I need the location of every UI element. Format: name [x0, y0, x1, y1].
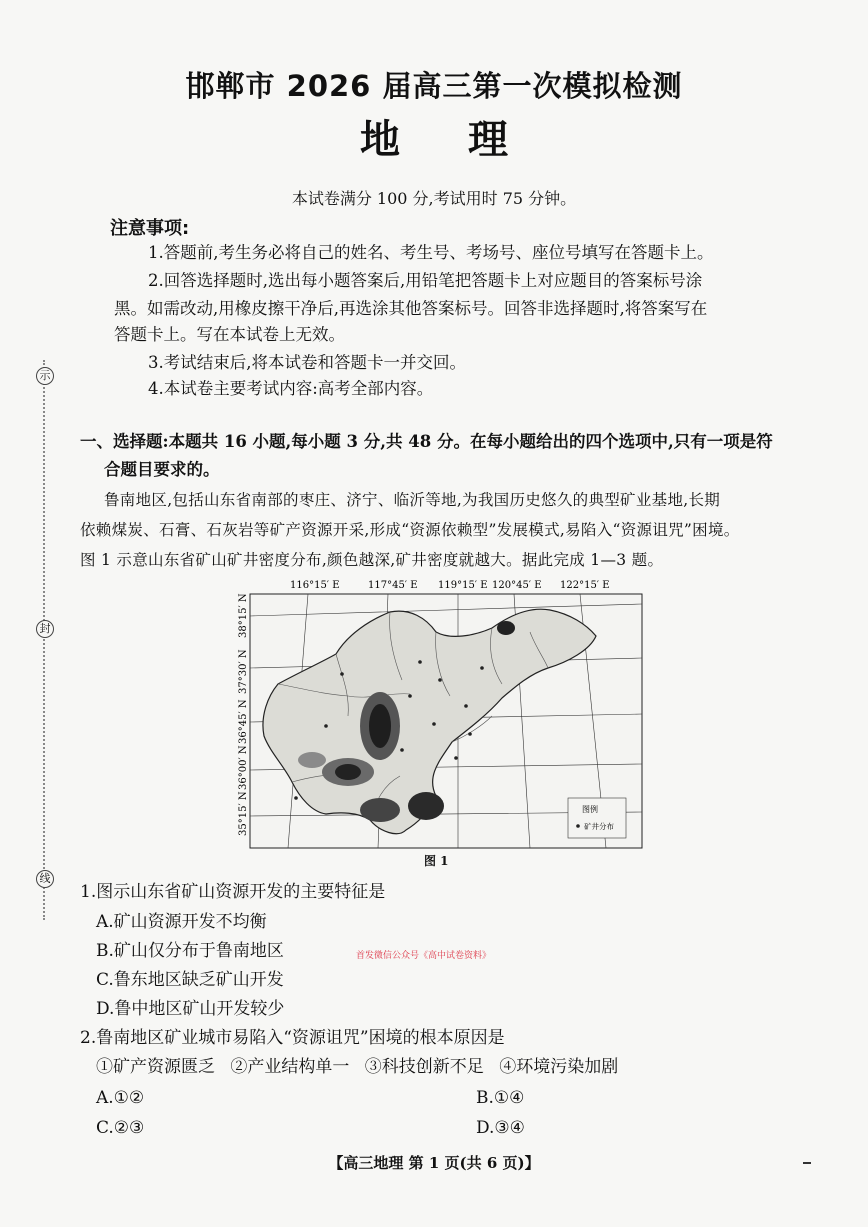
section-heading-cont: 合题目要求的。 [104, 460, 220, 479]
page-footer: 【高三地理 第 1 页(共 6 页)】 [328, 1154, 540, 1172]
subject-title: 地理 [360, 117, 576, 163]
question-1-option-b: B.矿山仅分布于鲁南地区 [96, 941, 284, 961]
lon-label: 120°45′ E [492, 580, 542, 591]
exam-title: 邯郸市 2026 届高三第一次模拟检测 [185, 69, 683, 103]
margin-mark-shi: 示 [36, 367, 54, 385]
figure-caption: 图 1 [424, 854, 449, 868]
lat-label: 36°00′ N [238, 745, 249, 790]
corner-mark [803, 1162, 811, 1164]
legend-title: 图例 [582, 805, 598, 814]
lon-label: 116°15′ E [290, 580, 340, 591]
notice-line: 3.考试结束后,将本试卷和答题卡一并交回。 [148, 353, 466, 372]
question-1-stem: 1.图示山东省矿山资源开发的主要特征是 [80, 882, 386, 902]
shandong-mine-density-map [230, 576, 650, 852]
notice-line: 2.回答选择题时,选出每小题答案后,用铅笔把答题卡上对应题目的答案标号涂 [148, 271, 703, 290]
question-2-option-d: D.③④ [476, 1118, 525, 1138]
watermark: 首发微信公众号《高中试卷资料》 [356, 951, 492, 961]
lat-label: 36°45′ N [238, 699, 249, 744]
binding-line [43, 360, 45, 920]
exam-info: 本试卷满分 100 分,考试用时 75 分钟。 [291, 189, 577, 208]
legend-dot-icon [576, 824, 580, 828]
passage-line: 图 1 示意山东省矿山矿井密度分布,颜色越深,矿井密度就越大。据此完成 1—3 题。 [80, 551, 664, 569]
section-heading: 一、选择题:本题共 16 小题,每小题 3 分,共 48 分。在每小题给出的四个选项中,只有一项是符 [80, 432, 773, 451]
lat-label: 35°15′ N [238, 791, 249, 836]
question-2-option-c: C.②③ [96, 1118, 145, 1138]
map-legend [568, 798, 626, 838]
margin-mark-xian: 线 [36, 870, 54, 888]
lon-label: 119°15′ E [438, 580, 488, 591]
passage-line: 依赖煤炭、石膏、石灰岩等矿产资源开采,形成“资源依赖型”发展模式,易陷入“资源诅咒”困境。 [80, 521, 740, 539]
lat-label: 38°15′ N [238, 593, 249, 638]
passage-line: 鲁南地区,包括山东省南部的枣庄、济宁、临沂等地,为我国历史悠久的典型矿业基地,长期 [104, 491, 721, 509]
lon-label: 122°15′ E [560, 580, 610, 591]
question-1-option-a: A.矿山资源开发不均衡 [96, 912, 267, 932]
question-2-option-a: A.①② [96, 1088, 145, 1108]
lat-label: 37°30′ N [238, 649, 249, 694]
notice-heading: 注意事项: [110, 218, 190, 239]
notice-line: 4.本试卷主要考试内容:高考全部内容。 [148, 379, 434, 398]
notice-line: 答题卡上。写在本试卷上无效。 [114, 325, 345, 344]
question-2-stem: 2.鲁南地区矿业城市易陷入“资源诅咒”困境的根本原因是 [80, 1028, 505, 1048]
lon-label: 117°45′ E [368, 580, 418, 591]
margin-mark-feng: 封 [36, 620, 54, 638]
question-1-option-c: C.鲁东地区缺乏矿山开发 [96, 970, 284, 990]
question-1-option-d: D.鲁中地区矿山开发较少 [96, 999, 285, 1019]
question-2-option-b: B.①④ [476, 1088, 525, 1108]
notice-line: 黑。如需改动,用橡皮擦干净后,再选涂其他答案标号。回答非选择题时,将答案写在 [114, 299, 708, 318]
notice-line: 1.答题前,考生务必将自己的姓名、考生号、考场号、座位号填写在答题卡上。 [148, 243, 714, 262]
legend-item: 矿井分布 [584, 822, 614, 831]
question-2-items: ①矿产资源匮乏 ②产业结构单一 ③科技创新不足 ④环境污染加剧 [96, 1057, 619, 1077]
